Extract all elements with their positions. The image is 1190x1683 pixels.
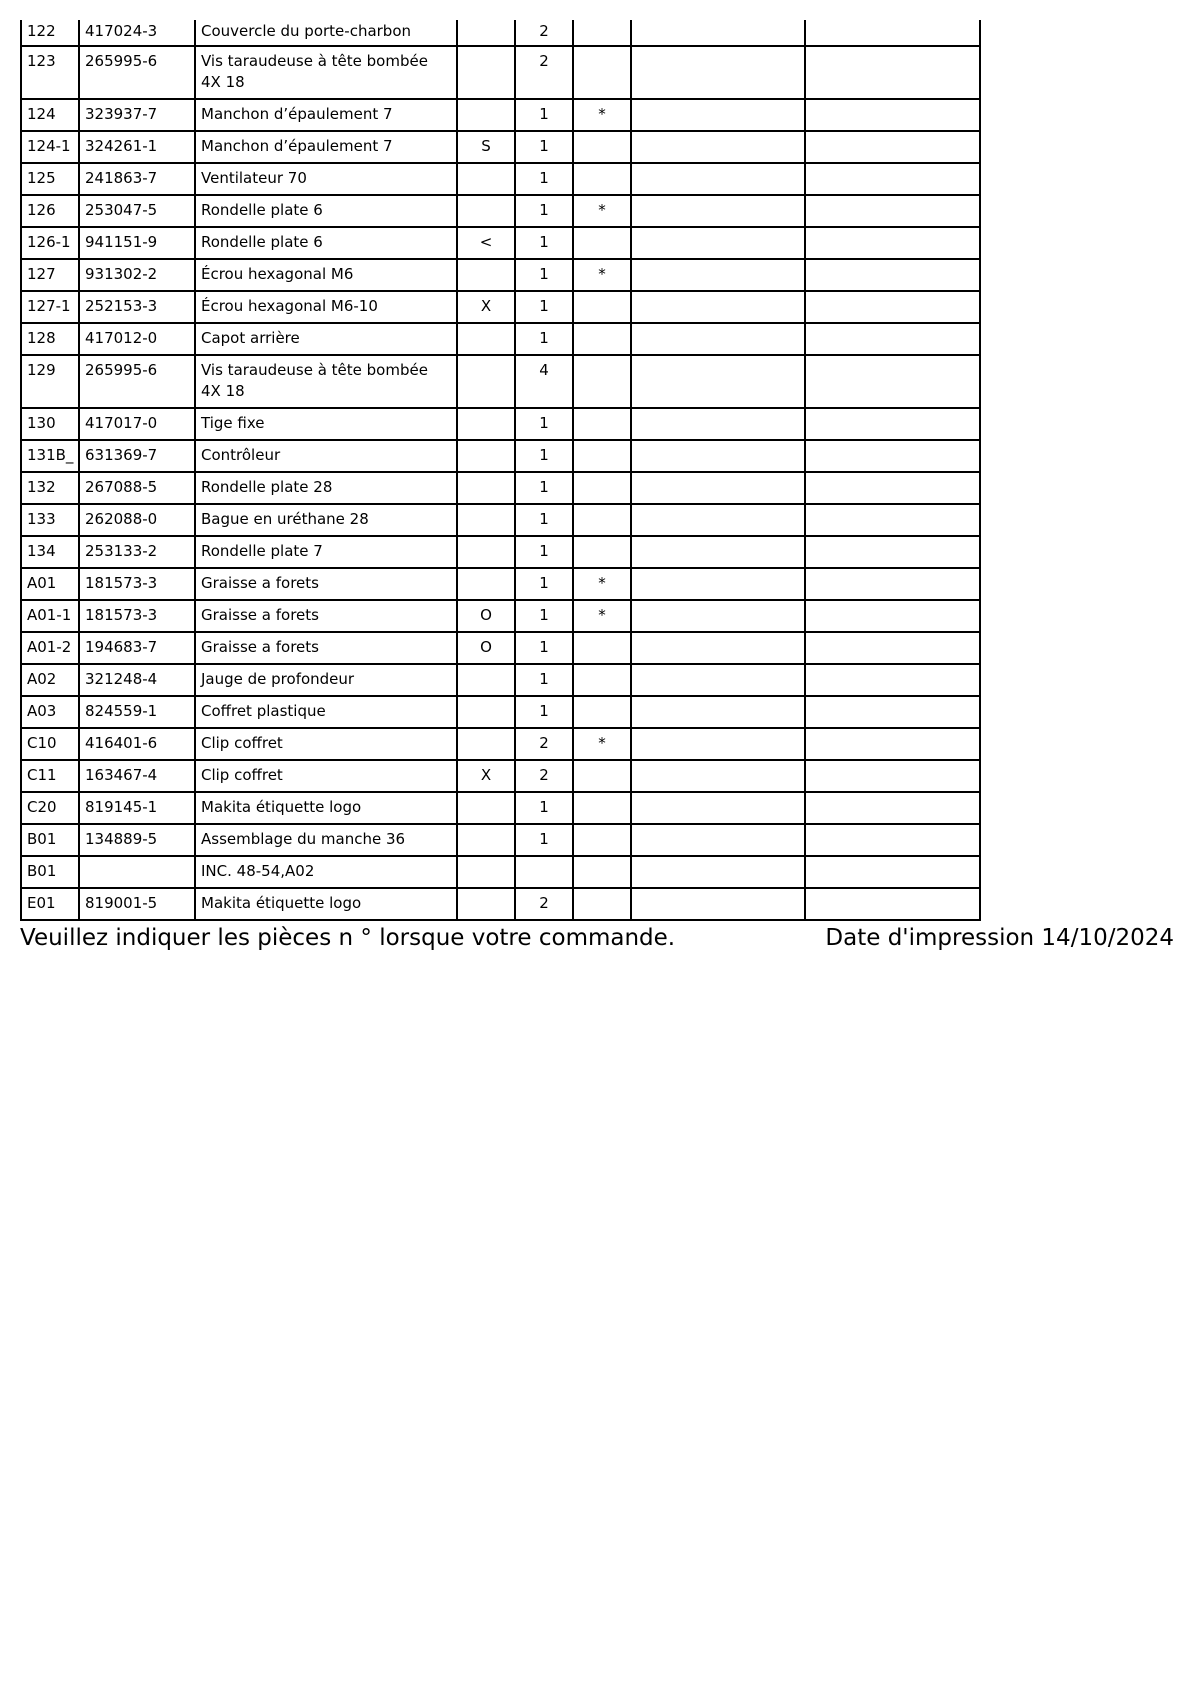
cell-empty	[631, 728, 805, 760]
cell-item-no: A01-1	[21, 600, 79, 632]
cell-empty	[805, 323, 980, 355]
parts-table	[20, 20, 981, 921]
cell-note	[573, 856, 631, 888]
cell-empty	[631, 664, 805, 696]
cell-note: *	[573, 568, 631, 600]
cell-part-no: 819145-1	[79, 792, 195, 824]
cell-mark	[457, 195, 515, 227]
table-row	[21, 259, 980, 291]
cell-description: Écrou hexagonal M6-10	[195, 291, 457, 323]
cell-mark: X	[457, 291, 515, 323]
cell-quantity: 1	[515, 408, 573, 440]
cell-note	[573, 472, 631, 504]
table-row	[21, 46, 980, 99]
cell-quantity: 1	[515, 504, 573, 536]
cell-mark	[457, 824, 515, 856]
cell-description: Clip coffret	[195, 760, 457, 792]
cell-item-no: 127	[21, 259, 79, 291]
table-row	[21, 792, 980, 824]
table-row	[21, 472, 980, 504]
cell-empty	[805, 195, 980, 227]
parts-table-body	[21, 20, 980, 920]
cell-mark	[457, 568, 515, 600]
cell-mark	[457, 440, 515, 472]
table-row	[21, 568, 980, 600]
cell-mark: O	[457, 600, 515, 632]
table-row	[21, 440, 980, 472]
table-row	[21, 600, 980, 632]
cell-item-no: C10	[21, 728, 79, 760]
cell-item-no: B01	[21, 824, 79, 856]
cell-empty	[805, 20, 980, 46]
cell-quantity: 1	[515, 600, 573, 632]
cell-part-no	[79, 856, 195, 888]
cell-mark	[457, 259, 515, 291]
cell-quantity: 1	[515, 824, 573, 856]
cell-description: Manchon d’épaulement 7	[195, 99, 457, 131]
table-row	[21, 504, 980, 536]
cell-empty	[805, 600, 980, 632]
cell-quantity: 4	[515, 355, 573, 408]
cell-quantity: 1	[515, 99, 573, 131]
cell-quantity: 1	[515, 472, 573, 504]
cell-quantity: 1	[515, 291, 573, 323]
cell-empty	[805, 792, 980, 824]
cell-empty	[631, 600, 805, 632]
cell-empty	[631, 536, 805, 568]
cell-empty	[631, 291, 805, 323]
cell-item-no: A03	[21, 696, 79, 728]
table-row	[21, 20, 980, 46]
cell-item-no: A01	[21, 568, 79, 600]
cell-quantity: 1	[515, 163, 573, 195]
cell-mark	[457, 355, 515, 408]
cell-empty	[805, 888, 980, 920]
cell-mark	[457, 504, 515, 536]
cell-part-no: 417024-3	[79, 20, 195, 46]
cell-empty	[805, 504, 980, 536]
cell-quantity: 1	[515, 440, 573, 472]
cell-mark	[457, 792, 515, 824]
cell-quantity: 1	[515, 227, 573, 259]
cell-mark	[457, 728, 515, 760]
cell-empty	[631, 46, 805, 99]
cell-description: Coffret plastique	[195, 696, 457, 728]
cell-description: Bague en uréthane 28	[195, 504, 457, 536]
cell-part-no: 324261-1	[79, 131, 195, 163]
cell-note	[573, 408, 631, 440]
cell-mark	[457, 46, 515, 99]
cell-empty	[805, 259, 980, 291]
cell-item-no: 132	[21, 472, 79, 504]
cell-empty	[805, 568, 980, 600]
cell-quantity: 1	[515, 195, 573, 227]
cell-item-no: 123	[21, 46, 79, 99]
cell-description: Rondelle plate 6	[195, 195, 457, 227]
cell-description: Manchon d’épaulement 7	[195, 131, 457, 163]
table-row	[21, 696, 980, 728]
cell-part-no: 194683-7	[79, 632, 195, 664]
cell-mark	[457, 99, 515, 131]
cell-note	[573, 888, 631, 920]
cell-description: Graisse a forets	[195, 632, 457, 664]
cell-empty	[631, 355, 805, 408]
cell-part-no: 265995-6	[79, 355, 195, 408]
table-row	[21, 888, 980, 920]
cell-note	[573, 355, 631, 408]
cell-part-no: 323937-7	[79, 99, 195, 131]
cell-mark	[457, 888, 515, 920]
cell-item-no: 124-1	[21, 131, 79, 163]
cell-empty	[805, 632, 980, 664]
cell-item-no: A02	[21, 664, 79, 696]
table-row	[21, 131, 980, 163]
table-row	[21, 728, 980, 760]
cell-item-no: C11	[21, 760, 79, 792]
cell-part-no: 134889-5	[79, 824, 195, 856]
cell-empty	[631, 163, 805, 195]
cell-note	[573, 20, 631, 46]
cell-item-no: 124	[21, 99, 79, 131]
cell-quantity: 2	[515, 888, 573, 920]
cell-item-no: 133	[21, 504, 79, 536]
cell-description: Rondelle plate 28	[195, 472, 457, 504]
cell-description: Capot arrière	[195, 323, 457, 355]
cell-empty	[805, 227, 980, 259]
cell-description: Ventilateur 70	[195, 163, 457, 195]
cell-empty	[631, 20, 805, 46]
cell-quantity: 2	[515, 728, 573, 760]
cell-quantity: 1	[515, 568, 573, 600]
cell-description: Tige fixe	[195, 408, 457, 440]
cell-empty	[805, 163, 980, 195]
cell-note	[573, 824, 631, 856]
cell-part-no: 262088-0	[79, 504, 195, 536]
cell-mark	[457, 856, 515, 888]
cell-empty	[805, 824, 980, 856]
cell-empty	[631, 504, 805, 536]
cell-item-no: E01	[21, 888, 79, 920]
cell-item-no: 130	[21, 408, 79, 440]
cell-note: *	[573, 259, 631, 291]
cell-description: Jauge de profondeur	[195, 664, 457, 696]
cell-item-no: 126-1	[21, 227, 79, 259]
cell-quantity: 1	[515, 259, 573, 291]
cell-part-no: 417012-0	[79, 323, 195, 355]
cell-quantity: 1	[515, 323, 573, 355]
cell-empty	[631, 856, 805, 888]
cell-description: Contrôleur	[195, 440, 457, 472]
cell-note	[573, 760, 631, 792]
cell-note	[573, 664, 631, 696]
cell-quantity: 2	[515, 20, 573, 46]
cell-item-no: 129	[21, 355, 79, 408]
cell-empty	[805, 440, 980, 472]
cell-empty	[631, 408, 805, 440]
cell-part-no: 931302-2	[79, 259, 195, 291]
table-row	[21, 291, 980, 323]
cell-description: Rondelle plate 7	[195, 536, 457, 568]
cell-empty	[631, 632, 805, 664]
cell-item-no: 134	[21, 536, 79, 568]
cell-mark	[457, 20, 515, 46]
cell-part-no: 181573-3	[79, 568, 195, 600]
cell-empty	[631, 696, 805, 728]
cell-mark	[457, 536, 515, 568]
cell-item-no: 125	[21, 163, 79, 195]
order-notice: Veuillez indiquer les pièces n ° lorsque votre commande.	[20, 925, 676, 951]
cell-note: *	[573, 99, 631, 131]
cell-note: *	[573, 195, 631, 227]
cell-note	[573, 696, 631, 728]
cell-item-no: 122	[21, 20, 79, 46]
cell-description: Graisse a forets	[195, 568, 457, 600]
cell-empty	[805, 664, 980, 696]
cell-part-no: 819001-5	[79, 888, 195, 920]
cell-mark: S	[457, 131, 515, 163]
cell-note	[573, 46, 631, 99]
cell-quantity: 1	[515, 131, 573, 163]
cell-empty	[631, 195, 805, 227]
cell-mark	[457, 696, 515, 728]
table-row	[21, 355, 980, 408]
cell-quantity: 1	[515, 632, 573, 664]
cell-note	[573, 323, 631, 355]
table-row	[21, 323, 980, 355]
cell-description: Rondelle plate 6	[195, 227, 457, 259]
cell-note	[573, 536, 631, 568]
table-row	[21, 99, 980, 131]
cell-empty	[805, 99, 980, 131]
cell-part-no: 253133-2	[79, 536, 195, 568]
cell-description: Vis taraudeuse à tête bombée 4X 18	[195, 46, 457, 99]
cell-mark: X	[457, 760, 515, 792]
cell-mark: <	[457, 227, 515, 259]
cell-empty	[631, 760, 805, 792]
cell-item-no: 126	[21, 195, 79, 227]
cell-item-no: 127-1	[21, 291, 79, 323]
cell-item-no: A01-2	[21, 632, 79, 664]
table-row	[21, 163, 980, 195]
cell-item-no: 131B_	[21, 440, 79, 472]
cell-mark	[457, 664, 515, 696]
cell-description: Écrou hexagonal M6	[195, 259, 457, 291]
cell-empty	[805, 408, 980, 440]
table-row	[21, 824, 980, 856]
cell-empty	[805, 760, 980, 792]
cell-quantity: 1	[515, 792, 573, 824]
cell-note	[573, 632, 631, 664]
cell-empty	[631, 131, 805, 163]
cell-part-no: 321248-4	[79, 664, 195, 696]
table-row	[21, 856, 980, 888]
cell-description: Assemblage du manche 36	[195, 824, 457, 856]
cell-empty	[805, 46, 980, 99]
cell-empty	[805, 291, 980, 323]
cell-empty	[805, 728, 980, 760]
cell-empty	[631, 259, 805, 291]
cell-mark	[457, 163, 515, 195]
cell-empty	[805, 131, 980, 163]
cell-note	[573, 792, 631, 824]
cell-empty	[631, 568, 805, 600]
cell-empty	[805, 355, 980, 408]
cell-mark: O	[457, 632, 515, 664]
table-row	[21, 632, 980, 664]
cell-note	[573, 131, 631, 163]
table-row	[21, 408, 980, 440]
cell-note	[573, 227, 631, 259]
cell-note	[573, 440, 631, 472]
cell-mark	[457, 323, 515, 355]
cell-empty	[631, 440, 805, 472]
cell-part-no: 163467-4	[79, 760, 195, 792]
table-row	[21, 227, 980, 259]
cell-empty	[805, 696, 980, 728]
cell-part-no: 252153-3	[79, 291, 195, 323]
cell-quantity: 2	[515, 46, 573, 99]
cell-empty	[631, 472, 805, 504]
cell-empty	[805, 472, 980, 504]
cell-empty	[805, 856, 980, 888]
cell-description: Couvercle du porte-charbon	[195, 20, 457, 46]
cell-part-no: 941151-9	[79, 227, 195, 259]
cell-part-no: 416401-6	[79, 728, 195, 760]
cell-part-no: 181573-3	[79, 600, 195, 632]
cell-quantity	[515, 856, 573, 888]
table-row	[21, 664, 980, 696]
cell-empty	[631, 888, 805, 920]
cell-part-no: 824559-1	[79, 696, 195, 728]
cell-description: INC. 48-54,A02	[195, 856, 457, 888]
cell-description: Makita étiquette logo	[195, 888, 457, 920]
cell-part-no: 267088-5	[79, 472, 195, 504]
cell-quantity: 1	[515, 536, 573, 568]
cell-quantity: 1	[515, 696, 573, 728]
cell-quantity: 1	[515, 664, 573, 696]
table-row	[21, 195, 980, 227]
table-row	[21, 760, 980, 792]
print-date: Date d'impression 14/10/2024	[825, 925, 1174, 951]
cell-description: Graisse a forets	[195, 600, 457, 632]
cell-empty	[631, 323, 805, 355]
cell-item-no: C20	[21, 792, 79, 824]
cell-quantity: 2	[515, 760, 573, 792]
cell-part-no: 253047-5	[79, 195, 195, 227]
cell-empty	[631, 227, 805, 259]
cell-empty	[631, 824, 805, 856]
cell-note	[573, 504, 631, 536]
cell-mark	[457, 472, 515, 504]
cell-part-no: 417017-0	[79, 408, 195, 440]
cell-description: Clip coffret	[195, 728, 457, 760]
cell-empty	[631, 99, 805, 131]
cell-note: *	[573, 728, 631, 760]
table-row	[21, 536, 980, 568]
cell-description: Vis taraudeuse à tête bombée 4X 18	[195, 355, 457, 408]
cell-description: Makita étiquette logo	[195, 792, 457, 824]
cell-note	[573, 291, 631, 323]
cell-part-no: 241863-7	[79, 163, 195, 195]
cell-mark	[457, 408, 515, 440]
cell-part-no: 265995-6	[79, 46, 195, 99]
cell-note	[573, 163, 631, 195]
cell-empty	[805, 536, 980, 568]
cell-item-no: 128	[21, 323, 79, 355]
cell-part-no: 631369-7	[79, 440, 195, 472]
cell-item-no: B01	[21, 856, 79, 888]
cell-note: *	[573, 600, 631, 632]
cell-empty	[631, 792, 805, 824]
